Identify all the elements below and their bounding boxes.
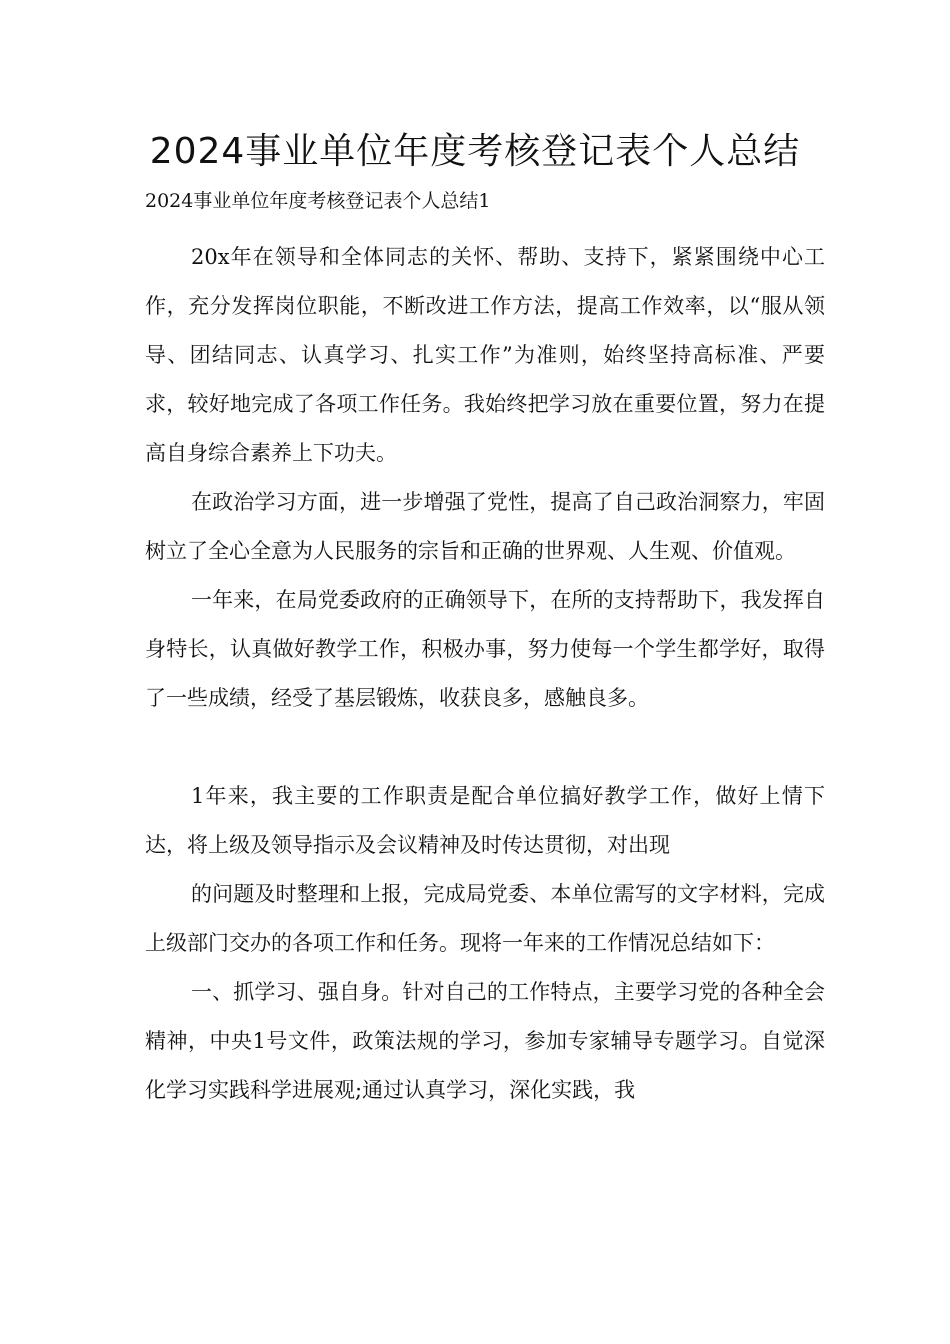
paragraph-6: 一、抓学习、强自身。针对自己的工作特点，主要学习党的各种全会精神，中央1号文件，政策法规的学习，参加专家辅导专题学习。自觉深化学习实践科学进展观;通过认真学习，深化实践，我 — [145, 980, 825, 1102]
paragraph-4: 1年来，我主要的工作职责是配合单位搞好教学工作，做好上情下达，将上级及领导指示及会议精神及时传达贯彻，对出现 — [145, 784, 825, 857]
paragraph-2: 在政治学习方面，进一步增强了党性，提高了自己政治洞察力，牢固树立了全心全意为人民服务的宗旨和正确的世界观、人生观、价值观。 — [145, 490, 825, 563]
document-title: 2024事业单位年度考核登记表个人总结 — [149, 131, 801, 172]
paragraph-5: 的问题及时整理和上报，完成局党委、本单位需写的文字材料，完成上级部门交办的各项工作和任务。现将一年来的工作情况总结如下： — [145, 882, 825, 955]
paragraph-gap — [145, 723, 825, 772]
paragraph-3: 一年来，在局党委政府的正确领导下，在所的支持帮助下，我发挥自身特长，认真做好教学工作，积极办事，努力使每一个学生都学好，取得了一些成绩，经受了基层锻炼，收获良多，感触良多。 — [145, 588, 825, 710]
document-body — [145, 233, 825, 1115]
paragraph-1: 20x年在领导和全体同志的关怀、帮助、支持下，紧紧围绕中心工作，充分发挥岗位职能，不断改进工作方法，提高工作效率，以“服从领导、团结同志、认真学习、扎实工作”为准则，始终坚持高标准、严要求，较好地完成了各项工作任务。我始终把学习放在重要位置，努力在提高自身综合素养上下功夫。 — [145, 245, 825, 465]
document-subtitle: 2024事业单位年度考核登记表个人总结1 — [145, 190, 491, 212]
